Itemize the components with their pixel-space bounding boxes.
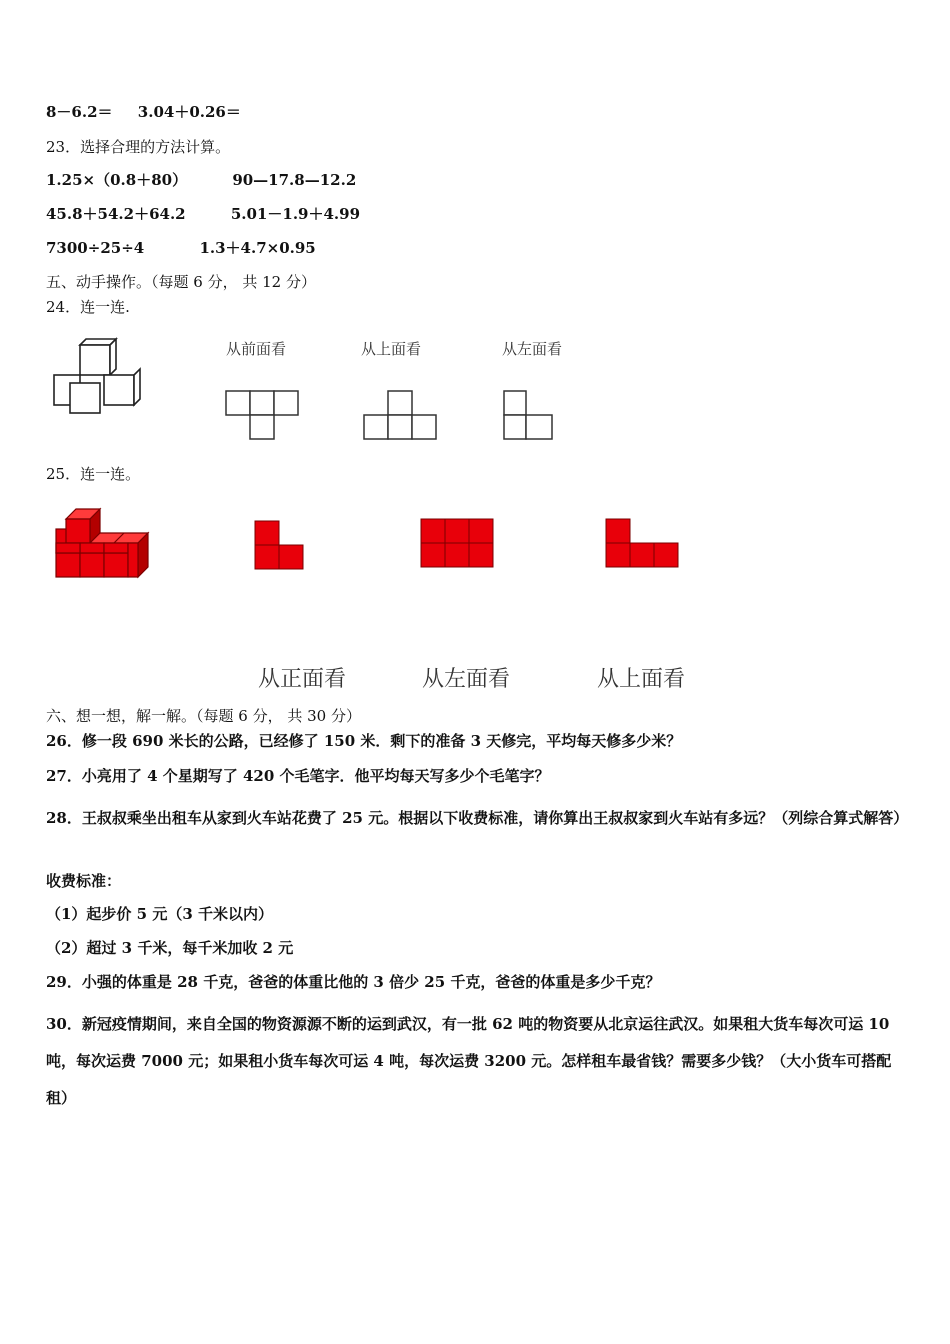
q24-view-front — [224, 389, 302, 443]
q25-view-2 — [419, 517, 495, 571]
q28-standard-title: 收费标准： — [46, 872, 122, 890]
q25-label-top: 从上面看 — [597, 667, 686, 692]
q25-view-1 — [253, 519, 307, 573]
q23-row3 — [46, 238, 316, 258]
q28-rule1: （1）起步价 5 元（3 千米以内） — [46, 905, 273, 923]
calc-b: 5.01－1.9＋4.99 — [230, 205, 361, 223]
q24-title: 24．连一连. — [46, 298, 130, 316]
calc-a: 1.25×（0.8＋80） — [46, 171, 188, 189]
q29: 29．小强的体重是 28 千克，爸爸的体重比他的 3 倍少 25 千克，爸爸的体重是多少千克？ — [46, 973, 661, 991]
q24-label-top: 从上面看 — [361, 340, 422, 358]
q24-label-left: 从左面看 — [502, 340, 563, 358]
q30: 30．新冠疫情期间，来自全国的物资源源不断的运到武汉，有一批 62 吨的物资要从北京运往武汉。如果租大货车每次可运 10 吨，每次运费 7000 元；如果租小货车每次可运 4 吨，每次运费 3200 元。怎样租车最省钱？需要多少钱？（大小货车可搭配租） — [46, 1015, 892, 1107]
q24-view-top — [362, 389, 440, 443]
section6-title: 六、想一想，解一解。（每题 6 分， 共 30 分） — [46, 707, 361, 725]
section5-title: 五、动手操作。（每题 6 分， 共 12 分） — [46, 273, 316, 291]
calc-row-q22 — [46, 102, 241, 122]
q24-cube-figure — [48, 335, 148, 417]
q28-rule2: （2）超过 3 千米，每千米加收 2 元 — [46, 939, 294, 957]
q27: 27．小亮用了 4 个星期写了 420 个毛笔字．他平均每天写多少个毛笔字？ — [46, 767, 550, 785]
q24-view-left — [502, 389, 556, 443]
q28: 28．王叔叔乘坐出租车从家到火车站花费了 25 元。根据以下收费标准，请你算出王叔叔家到火车站有多远？（列综合算式解答） — [46, 809, 909, 827]
calc-b: 90—17.8—12.2 — [232, 171, 357, 189]
calc-b: 3.04＋0.26＝ — [137, 103, 241, 121]
q23-title: 23．选择合理的方法计算。 — [46, 138, 231, 156]
q23-row1 — [46, 170, 356, 190]
q25-label-front: 从正面看 — [258, 667, 347, 692]
calc-a: 7300÷25÷4 — [46, 239, 145, 257]
q26: 26．修一段 690 米长的公路，已经修了 150 米．剩下的准备 3 天修完，平均每天修多少米？ — [46, 732, 682, 750]
q25-view-3 — [604, 517, 682, 571]
q24-label-front: 从前面看 — [226, 340, 287, 358]
q23-row2 — [46, 204, 360, 224]
q25-title: 25．连一连。 — [46, 465, 141, 483]
calc-b: 1.3＋4.7×0.95 — [199, 239, 316, 257]
q25-label-left: 从左面看 — [422, 667, 511, 692]
calc-a: 45.8＋54.2＋64.2 — [46, 205, 186, 223]
calc-a: 8－6.2＝ — [46, 103, 113, 121]
q25-block-figure — [52, 505, 152, 581]
